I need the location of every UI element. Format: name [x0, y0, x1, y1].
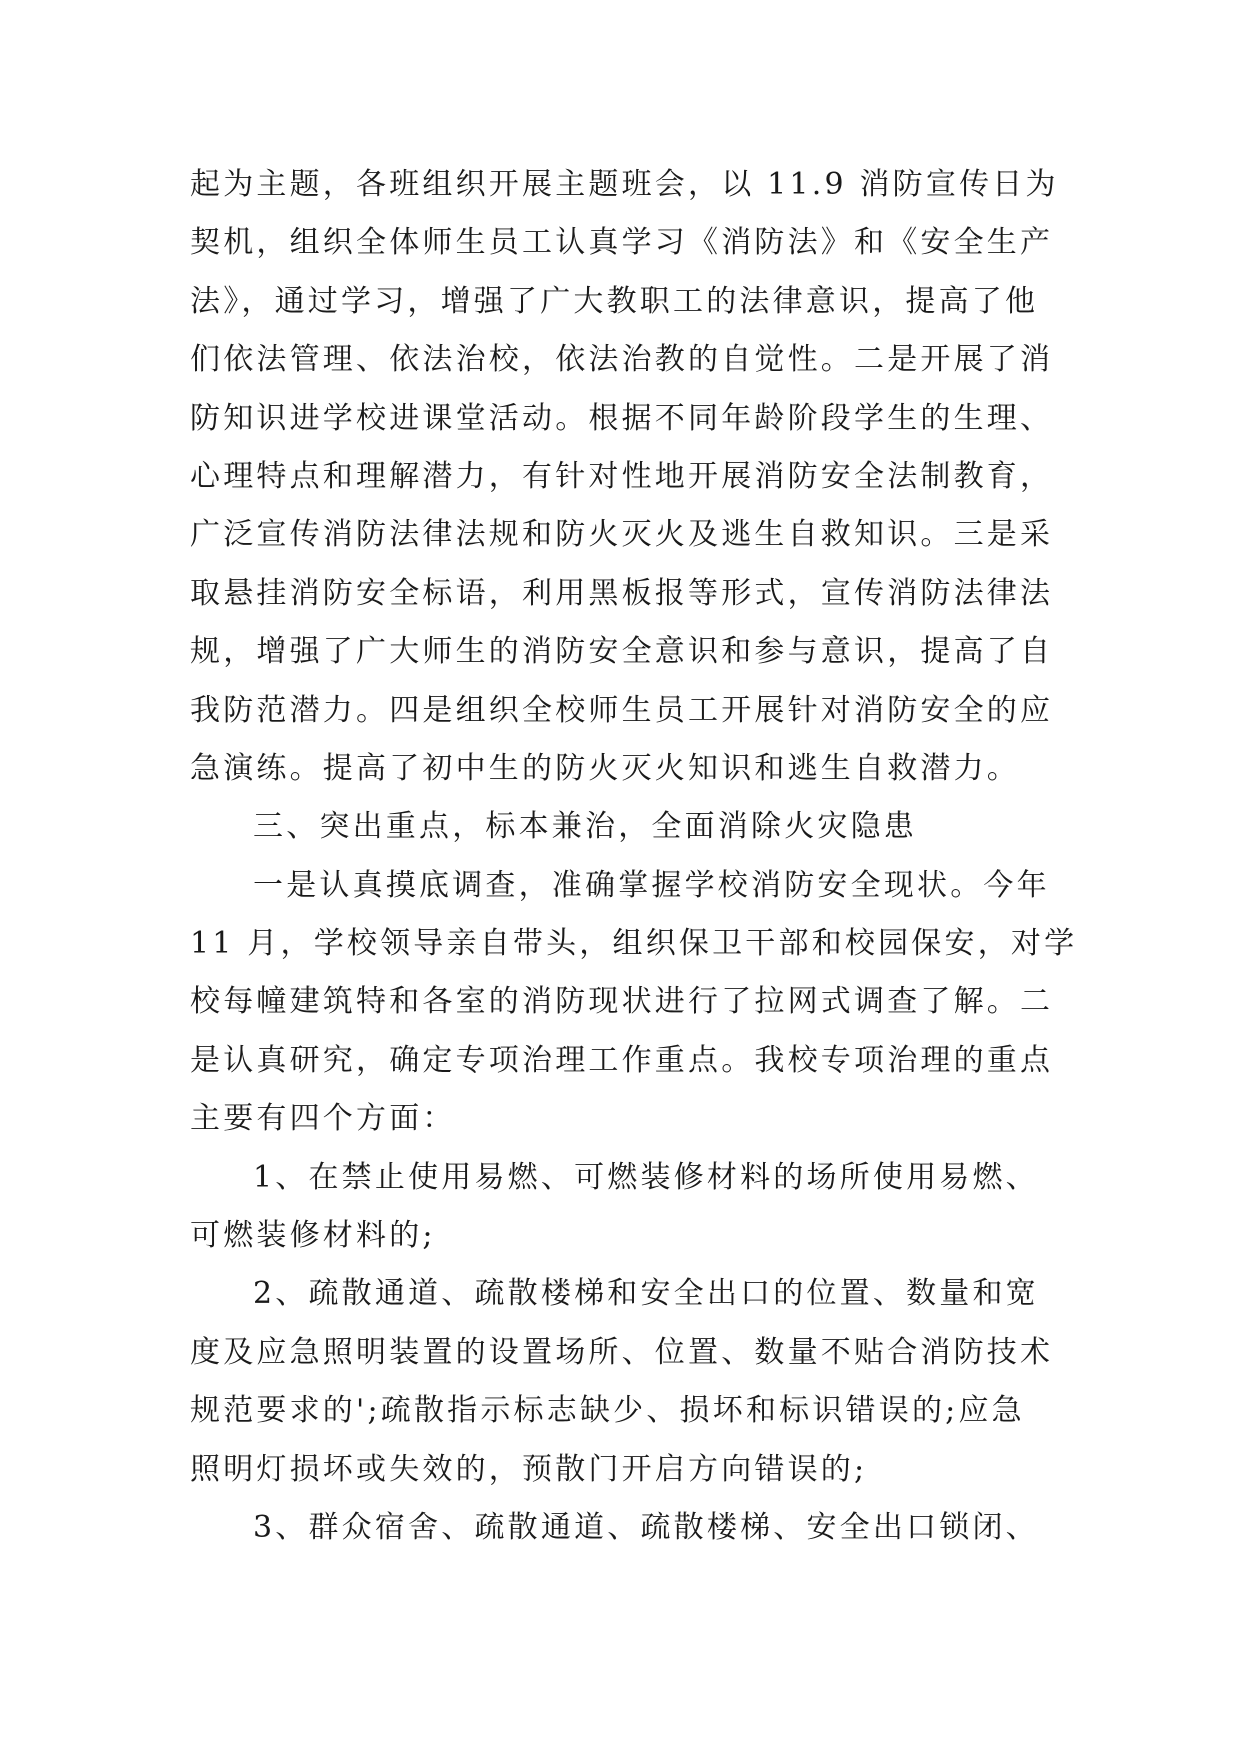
text-line: 11 月，学校领导亲自带头，组织保卫干部和校园保安，对学 [190, 926, 1078, 962]
text-line: 规，增强了广大师生的消防安全意识和参与意识，提高了自 [190, 634, 1054, 670]
text-line: 广泛宣传消防法律法规和防火灭火及逃生自救知识。三是采 [190, 517, 1054, 553]
text-line: 可燃装修材料的; [190, 1218, 436, 1254]
list-item-1-first-line: 1、在禁止使用易燃、可燃装修材料的场所使用易燃、 [253, 1159, 1039, 1195]
text-line: 起为主题，各班组织开展主题班会，以 11.9 消防宣传日为 [190, 167, 1059, 202]
text-line: 们依法管理、依法治校，依法治教的自觉性。二是开展了消 [190, 342, 1054, 378]
text-line: 急演练。提高了初中生的防火灭火知识和逃生自救潜力。 [190, 750, 1020, 786]
text-line: 契机，组织全体师生员工认真学习《消防法》和《安全生产 [190, 225, 1054, 261]
text-line: 我防范潜力。四是组织全校师生员工开展针对消防安全的应 [190, 692, 1054, 728]
text-line: 照明灯损坏或失效的，预散门开启方向错误的; [190, 1451, 868, 1487]
text-line: 是认真研究，确定专项治理工作重点。我校专项治理的重点 [190, 1042, 1054, 1078]
document-body [190, 156, 1078, 1557]
text-line: 法》，通过学习，增强了广大教职工的法律意识，提高了他 [190, 283, 1039, 319]
text-line: 校每幢建筑特和各室的消防现状进行了拉网式调查了解。二 [190, 984, 1054, 1020]
paragraph-first-line: 一是认真摸底调查，准确掌握学校消防安全现状。今年 [253, 867, 1050, 903]
section-heading: 三、突出重点，标本兼治，全面消除火灾隐患 [253, 809, 917, 845]
list-item-2-first-line: 2、疏散通道、疏散楼梯和安全出口的位置、数量和宽 [253, 1276, 1039, 1312]
text-line: 取悬挂消防安全标语，利用黑板报等形式，宣传消防法律法 [190, 575, 1054, 611]
list-item-3-first-line: 3、群众宿舍、疏散通道、疏散楼梯、安全出口锁闭、 [253, 1509, 1039, 1545]
text-line: 心理特点和理解潜力，有针对性地开展消防安全法制教育， [190, 458, 1054, 494]
text-line: 防知识进学校进课堂活动。根据不同年龄阶段学生的生理、 [190, 400, 1054, 436]
text-line: 度及应急照明装置的设置场所、位置、数量不贴合消防技术 [190, 1334, 1054, 1370]
text-line: 规范要求的';疏散指示标志缺少、损坏和标识错误的;应急 [190, 1393, 1025, 1429]
text-line: 主要有四个方面： [190, 1101, 456, 1137]
